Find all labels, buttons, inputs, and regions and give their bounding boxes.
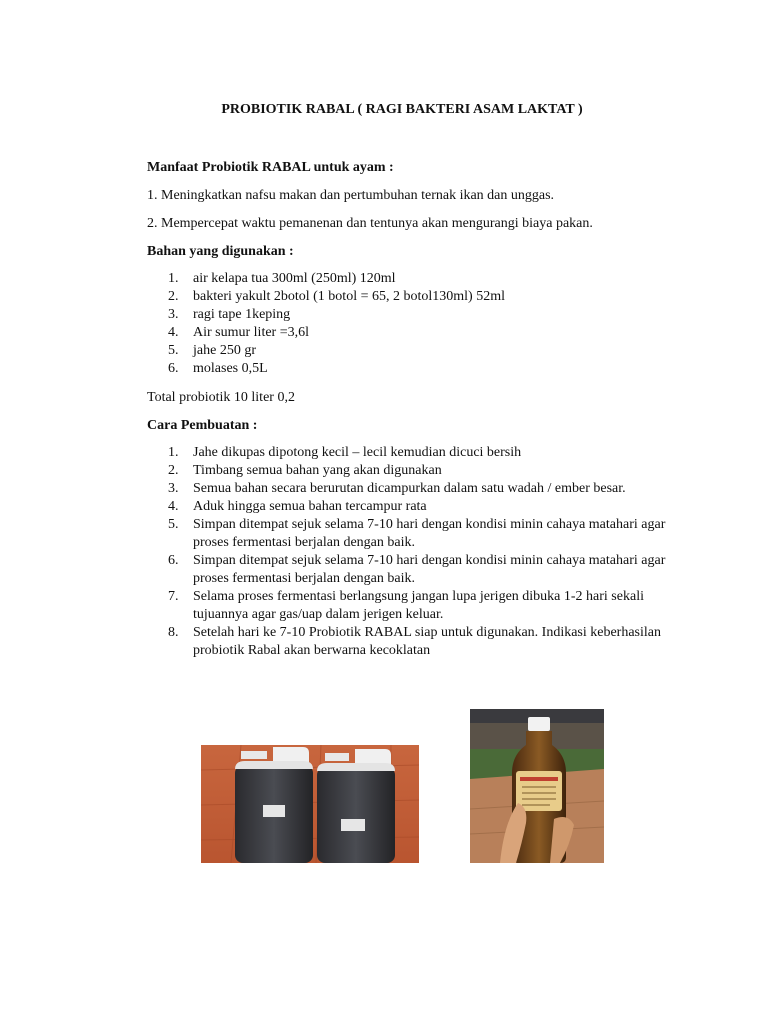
list-item: 3. ragi tape 1keping <box>168 307 291 322</box>
list-item: 5. Simpan ditempat sejuk selama 7-10 hari dengan kondisi minin cahaya matahari agar proses fermentasi berjalan dengan baik. <box>168 517 666 550</box>
list-item: 4. Air sumur liter =3,6l <box>168 325 309 340</box>
bahan-heading: Bahan yang digunakan : <box>147 244 294 259</box>
list-item: 3. Semua bahan secara berurutan dicampurkan dalam satu wadah / ember besar. <box>168 481 626 496</box>
manfaat-heading: Manfaat Probiotik RABAL untuk ayam : <box>147 160 394 175</box>
bahan-list-block <box>147 270 667 378</box>
list-item: 8. Setelah hari ke 7-10 Probiotik RABAL siap untuk digunakan. Indikasi keberhasilan probiotik Rabal akan berwarna kecoklatan <box>168 625 662 658</box>
list-item: 1. Jahe dikupas dipotong kecil – lecil kemudian dicuci bersih <box>168 445 522 460</box>
bahan-list <box>147 270 667 378</box>
manfaat-point: 2. Mempercepat waktu pemanenan dan tentunya akan mengurangi biaya pakan. <box>147 216 593 231</box>
manfaat-section <box>147 159 667 261</box>
cara-heading: Cara Pembuatan : <box>147 418 258 433</box>
list-item: 2. bakteri yakult 2botol (1 botol = 65, 2 botol130ml) 52ml <box>168 289 505 304</box>
document-title: PROBIOTIK RABAL ( RAGI BAKTERI ASAM LAKTAT ) <box>221 102 583 117</box>
cara-list-block <box>147 444 667 660</box>
list-item: 6. Simpan ditempat sejuk selama 7-10 hari dengan kondisi minin cahaya matahari agar proses fermentasi berjalan dengan baik. <box>168 553 666 586</box>
list-item: 7. Selama proses fermentasi berlangsung jangan lupa jerigen dibuka 1-2 hari sekali tujuannya agar gas/uap dalam jerigen keluar. <box>168 589 644 622</box>
manfaat-point: 1. Meningkatkan nafsu makan dan pertumbuhan ternak ikan dan unggas. <box>147 188 555 203</box>
list-item: 5. jahe 250 gr <box>168 343 256 358</box>
jerrycans-photo-image <box>201 745 419 863</box>
cara-list <box>147 444 667 660</box>
list-item: 4. Aduk hingga semua bahan tercampur rata <box>168 499 427 514</box>
list-item: 2. Timbang semua bahan yang akan digunakan <box>168 463 442 478</box>
total-line: Total probiotik 10 liter 0,2 <box>147 390 295 405</box>
jerrycans-photo <box>201 745 419 863</box>
bottle-photo <box>470 709 604 863</box>
list-item: 6. molases 0,5L <box>168 361 268 376</box>
list-item: 1. air kelapa tua 300ml (250ml) 120ml <box>168 271 396 286</box>
bottle-photo-image <box>470 709 604 863</box>
